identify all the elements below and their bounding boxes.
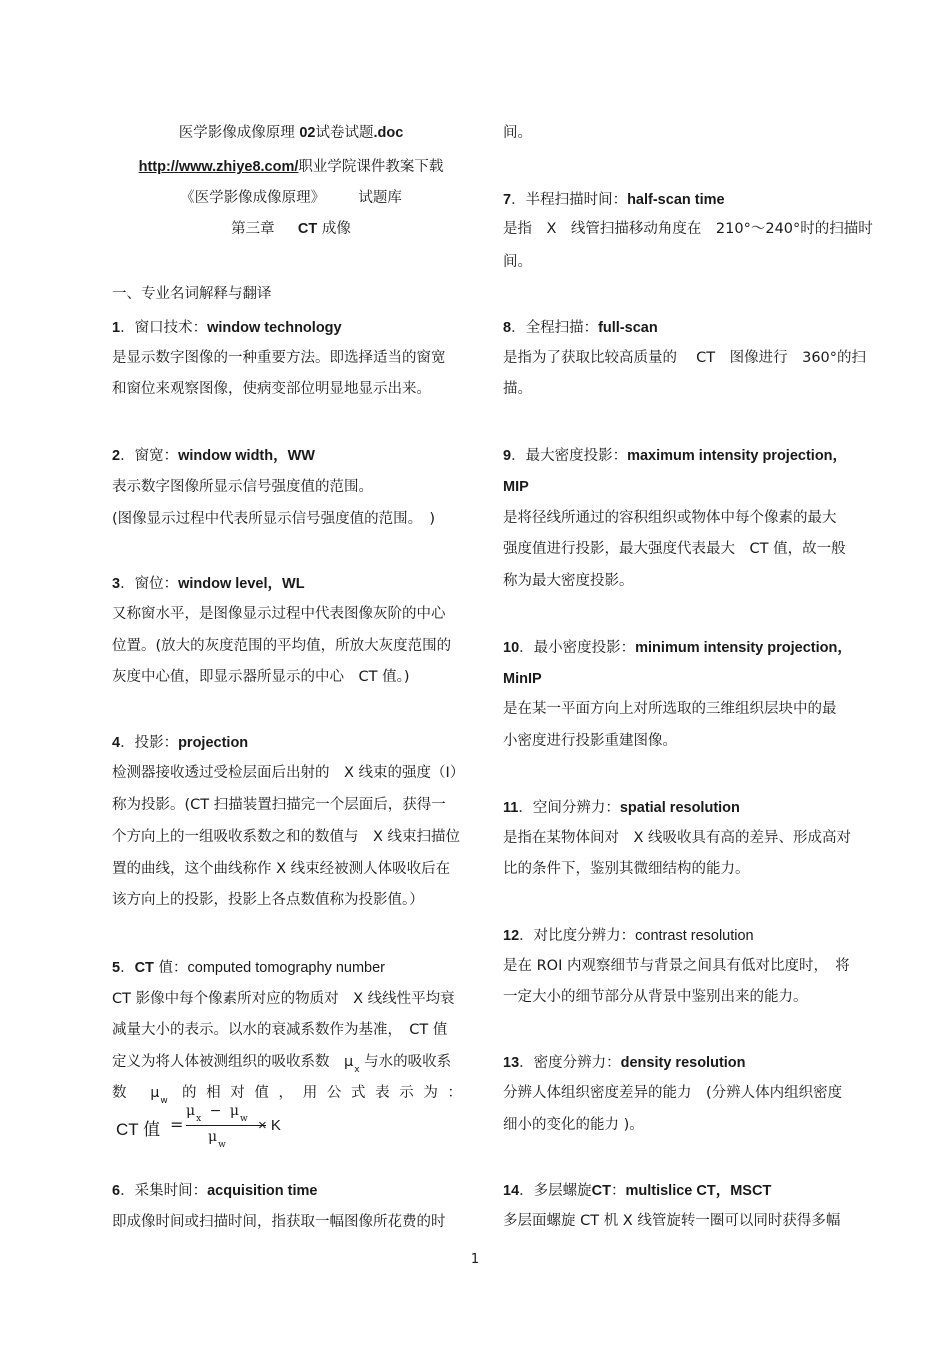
term-7-line-2: 间。 — [503, 254, 532, 270]
book-title-line — [112, 188, 470, 208]
term-1-line-1: 是显示数字图像的一种重要方法。即选择适当的窗宽 — [112, 350, 446, 366]
subscript-x: x — [354, 1065, 360, 1075]
term-number: 13 — [503, 1055, 520, 1071]
term-chinese: ．全程扫描： — [511, 320, 599, 336]
term-13-line-2: 细小的变化的能力 )。 — [503, 1117, 644, 1133]
formula-equals: = — [170, 1115, 184, 1134]
ct-value-formula — [112, 1103, 412, 1155]
term-12-heading — [503, 926, 754, 946]
term-5-line-2: 减量大小的表示。以水的衰减系数作为基准， CT 值 — [112, 1022, 448, 1038]
question-bank-label: 试题库 — [358, 190, 402, 206]
term-2-heading — [112, 446, 315, 466]
term-number: 12 — [503, 928, 520, 944]
title-text: 医学影像成像原理 — [178, 125, 295, 141]
term-4-line-2: 称为投影。(CT 扫描装置扫描完一个层面后，获得一 — [112, 797, 446, 813]
term-chinese: ．空间分辨力： — [518, 800, 620, 816]
formula-times-k: × K — [258, 1117, 281, 1134]
subscript-x: x — [196, 1114, 202, 1124]
term-chinese: ．投影： — [120, 735, 179, 751]
term-chinese: ．半程扫描时间： — [511, 192, 628, 208]
term-9-abbreviation: MIP — [503, 479, 529, 495]
term-12-line-1: 是在 ROI 内观察细节与背景之间具有低对比度时， 将 — [503, 958, 850, 974]
term-chinese: ．窗宽： — [120, 448, 179, 464]
chapter-heading — [112, 219, 470, 239]
term-11-line-1: 是指在某物体间对 X 线吸收具有高的差异、形成高对 — [503, 830, 852, 846]
term-chinese: 值： — [153, 960, 188, 976]
term-12-line-2: 一定大小的细节部分从背景中鉴别出来的能力。 — [503, 989, 808, 1005]
term-6-heading — [112, 1181, 317, 1201]
term-11-heading — [503, 798, 740, 818]
term-2-line-1: 表示数字图像所显示信号强度值的范围。 — [112, 479, 373, 495]
term-chinese: ．密度分辨力： — [519, 1055, 621, 1071]
term-2-line-2: (图像显示过程中代表所显示信号强度值的范围。 ) — [112, 511, 436, 527]
term-english: density resolution — [620, 1055, 746, 1071]
term-8-line-2: 描。 — [503, 381, 532, 397]
term-ct: CT — [591, 1183, 611, 1199]
term-number: 9 — [503, 448, 512, 464]
subscript-w: w — [160, 1096, 168, 1106]
term-chinese: ．采集时间： — [120, 1183, 208, 1199]
term-english: contrast resolution — [635, 928, 754, 944]
term-chinese: ．多层螺旋 — [519, 1183, 592, 1199]
term-number: 10 — [503, 640, 520, 656]
term-13-line-1: 分辨人体组织密度差异的能力 (分辨人体内组织密度 — [503, 1085, 843, 1101]
term-9-heading — [503, 446, 847, 466]
term-14-line-1: 多层面螺旋 CT 机 X 线管旋转一圈可以同时获得多幅 — [503, 1213, 841, 1229]
mu-symbol: μ — [208, 1129, 218, 1145]
page-number: 1 — [470, 1252, 480, 1267]
chapter-title: 成像 — [321, 221, 351, 237]
term-1-line-2: 和窗位来观察图像，使病变部位明显地显示出来。 — [112, 381, 431, 397]
title-number: 02 — [299, 125, 316, 141]
document-title — [112, 123, 470, 143]
term-9-line-3: 称为最大密度投影。 — [503, 573, 634, 589]
term-english: maximum intensity projection， — [627, 448, 848, 464]
term-chinese: ．窗口技术： — [120, 320, 208, 336]
mu-symbol: μ — [229, 1103, 239, 1119]
term-3-line-1: 又称窗水平，是图像显示过程中代表图像灰阶的中心 — [112, 606, 446, 622]
term-5-line-3 — [112, 1052, 451, 1074]
term-number: 8 — [503, 320, 512, 336]
term-number: 5 — [112, 960, 121, 976]
term-14-heading — [503, 1181, 771, 1201]
term-english: window technology — [207, 320, 342, 336]
term-8-line-1: 是指为了获取比较高质量的 CT 图像进行 360°的扫 — [503, 350, 867, 366]
source-line — [112, 157, 470, 177]
term-english: half-scan time — [627, 192, 725, 208]
term-4-line-3: 个方向上的一组吸收系数之和的数值与 X 线束扫描位 — [112, 829, 461, 845]
term-10-line-2: 小密度进行投影重建图像。 — [503, 733, 677, 749]
term-ct: CT — [134, 960, 154, 976]
term-number: 3 — [112, 576, 121, 592]
term-10-heading — [503, 638, 852, 658]
term-5-line-4b: 的相对值，用公式表示为： — [181, 1085, 463, 1101]
mu-symbol: μ — [186, 1103, 196, 1119]
title-text-2: 试卷试题 — [315, 125, 374, 141]
formula-denominator — [208, 1129, 226, 1150]
term-chinese: ．最小密度投影： — [519, 640, 636, 656]
term-3-line-3: 灰度中心值，即显示器所显示的中心 CT 值。) — [112, 669, 410, 685]
term-number: 11 — [503, 800, 519, 816]
term-number: 2 — [112, 448, 121, 464]
title-extension: .doc — [373, 125, 404, 141]
term-6-line-1: 即成像时间或扫描时间，指获取一幅图像所花费的时 — [112, 1214, 446, 1230]
term-english: acquisition time — [207, 1183, 318, 1199]
term-5-line-3a: 定义为将人体被测组织的吸收系数 μ — [112, 1054, 354, 1070]
term-english: projection — [178, 735, 249, 751]
term-4-line-1: 检测器接收透过受检层面后出射的 X 线束的强度（I） — [112, 765, 465, 781]
mu-symbol: μ — [150, 1085, 160, 1101]
subscript-w: w — [239, 1114, 248, 1124]
term-4-line-4: 置的曲线，这个曲线称作 X 线束经被测人体吸收后在 — [112, 861, 451, 877]
subscript-w: w — [218, 1140, 226, 1150]
term-english: minimum intensity projection， — [635, 640, 852, 656]
term-english: full-scan — [598, 320, 658, 336]
term-11-line-2: 比的条件下，鉴别其微细结构的能力。 — [503, 861, 750, 877]
term-number: 1 — [112, 320, 121, 336]
term-english: spatial resolution — [619, 800, 740, 816]
term-10-line-1: 是在某一平面方向上对所选取的三维组织层块中的最 — [503, 701, 837, 717]
term-4-line-5: 该方向上的投影，投影上各点数值称为投影值。） — [112, 892, 424, 908]
term-5-line-4a: 数 — [112, 1085, 137, 1101]
term-5-line-4 — [112, 1083, 462, 1105]
term-number: 14 — [503, 1183, 520, 1199]
term-7-line-1: 是指 X 线管扫描移动角度在 210°～240°时的扫描时 — [503, 221, 873, 237]
term-english: window width，WW — [178, 448, 315, 464]
term-6-continuation: 间。 — [503, 125, 532, 141]
term-colon: ： — [610, 1183, 626, 1199]
term-9-line-1: 是将径线所通过的容积组织或物体中每个像素的最大 — [503, 510, 837, 526]
term-5-line-1: CT 影像中每个像素所对应的物质对 X 线线性平均衰 — [112, 991, 455, 1007]
term-3-line-2: 位置。(放大的灰度范围的平均值，所放大灰度范围的 — [112, 638, 452, 654]
chapter-ct: CT — [297, 221, 318, 237]
source-caption: 职业学院课件教案下载 — [298, 159, 444, 175]
formula-minus: − — [209, 1103, 222, 1119]
book-title: 《医学影像成像原理》 — [180, 190, 326, 206]
formula-numerator — [186, 1103, 248, 1124]
term-number: 4 — [112, 735, 121, 751]
term-3-heading — [112, 574, 305, 594]
term-english: multislice CT，MSCT — [625, 1183, 772, 1199]
term-8-heading — [503, 318, 658, 338]
formula-lhs: CT 值 — [116, 1120, 161, 1139]
term-english: computed tomography number — [187, 960, 386, 976]
term-chinese: ．对比度分辨力： — [519, 928, 636, 944]
term-5-line-3b: 与水的吸收系 — [359, 1054, 452, 1070]
term-7-heading — [503, 190, 725, 210]
chapter-number: 第三章 — [231, 221, 275, 237]
term-5-heading: 5．CT 值：computed tomography number — [112, 960, 386, 976]
term-number: 7 — [503, 192, 512, 208]
term-chinese: ．最大密度投影： — [511, 448, 628, 464]
fraction-bar — [186, 1125, 266, 1126]
term-9-line-2: 强度值进行投影，最大强度代表最大 CT 值，故一般 — [503, 541, 846, 557]
term-13-heading — [503, 1053, 746, 1073]
term-10-abbreviation: MinIP — [503, 671, 542, 687]
term-number: 6 — [112, 1183, 121, 1199]
section-title: 一、专业名词解释与翻译 — [112, 286, 272, 302]
term-4-heading — [112, 733, 248, 753]
source-link[interactable]: http://www.zhiye8.com/ — [138, 159, 299, 175]
term-1-heading — [112, 318, 342, 338]
term-chinese: ．窗位： — [120, 576, 179, 592]
term-english: window level，WL — [178, 576, 305, 592]
